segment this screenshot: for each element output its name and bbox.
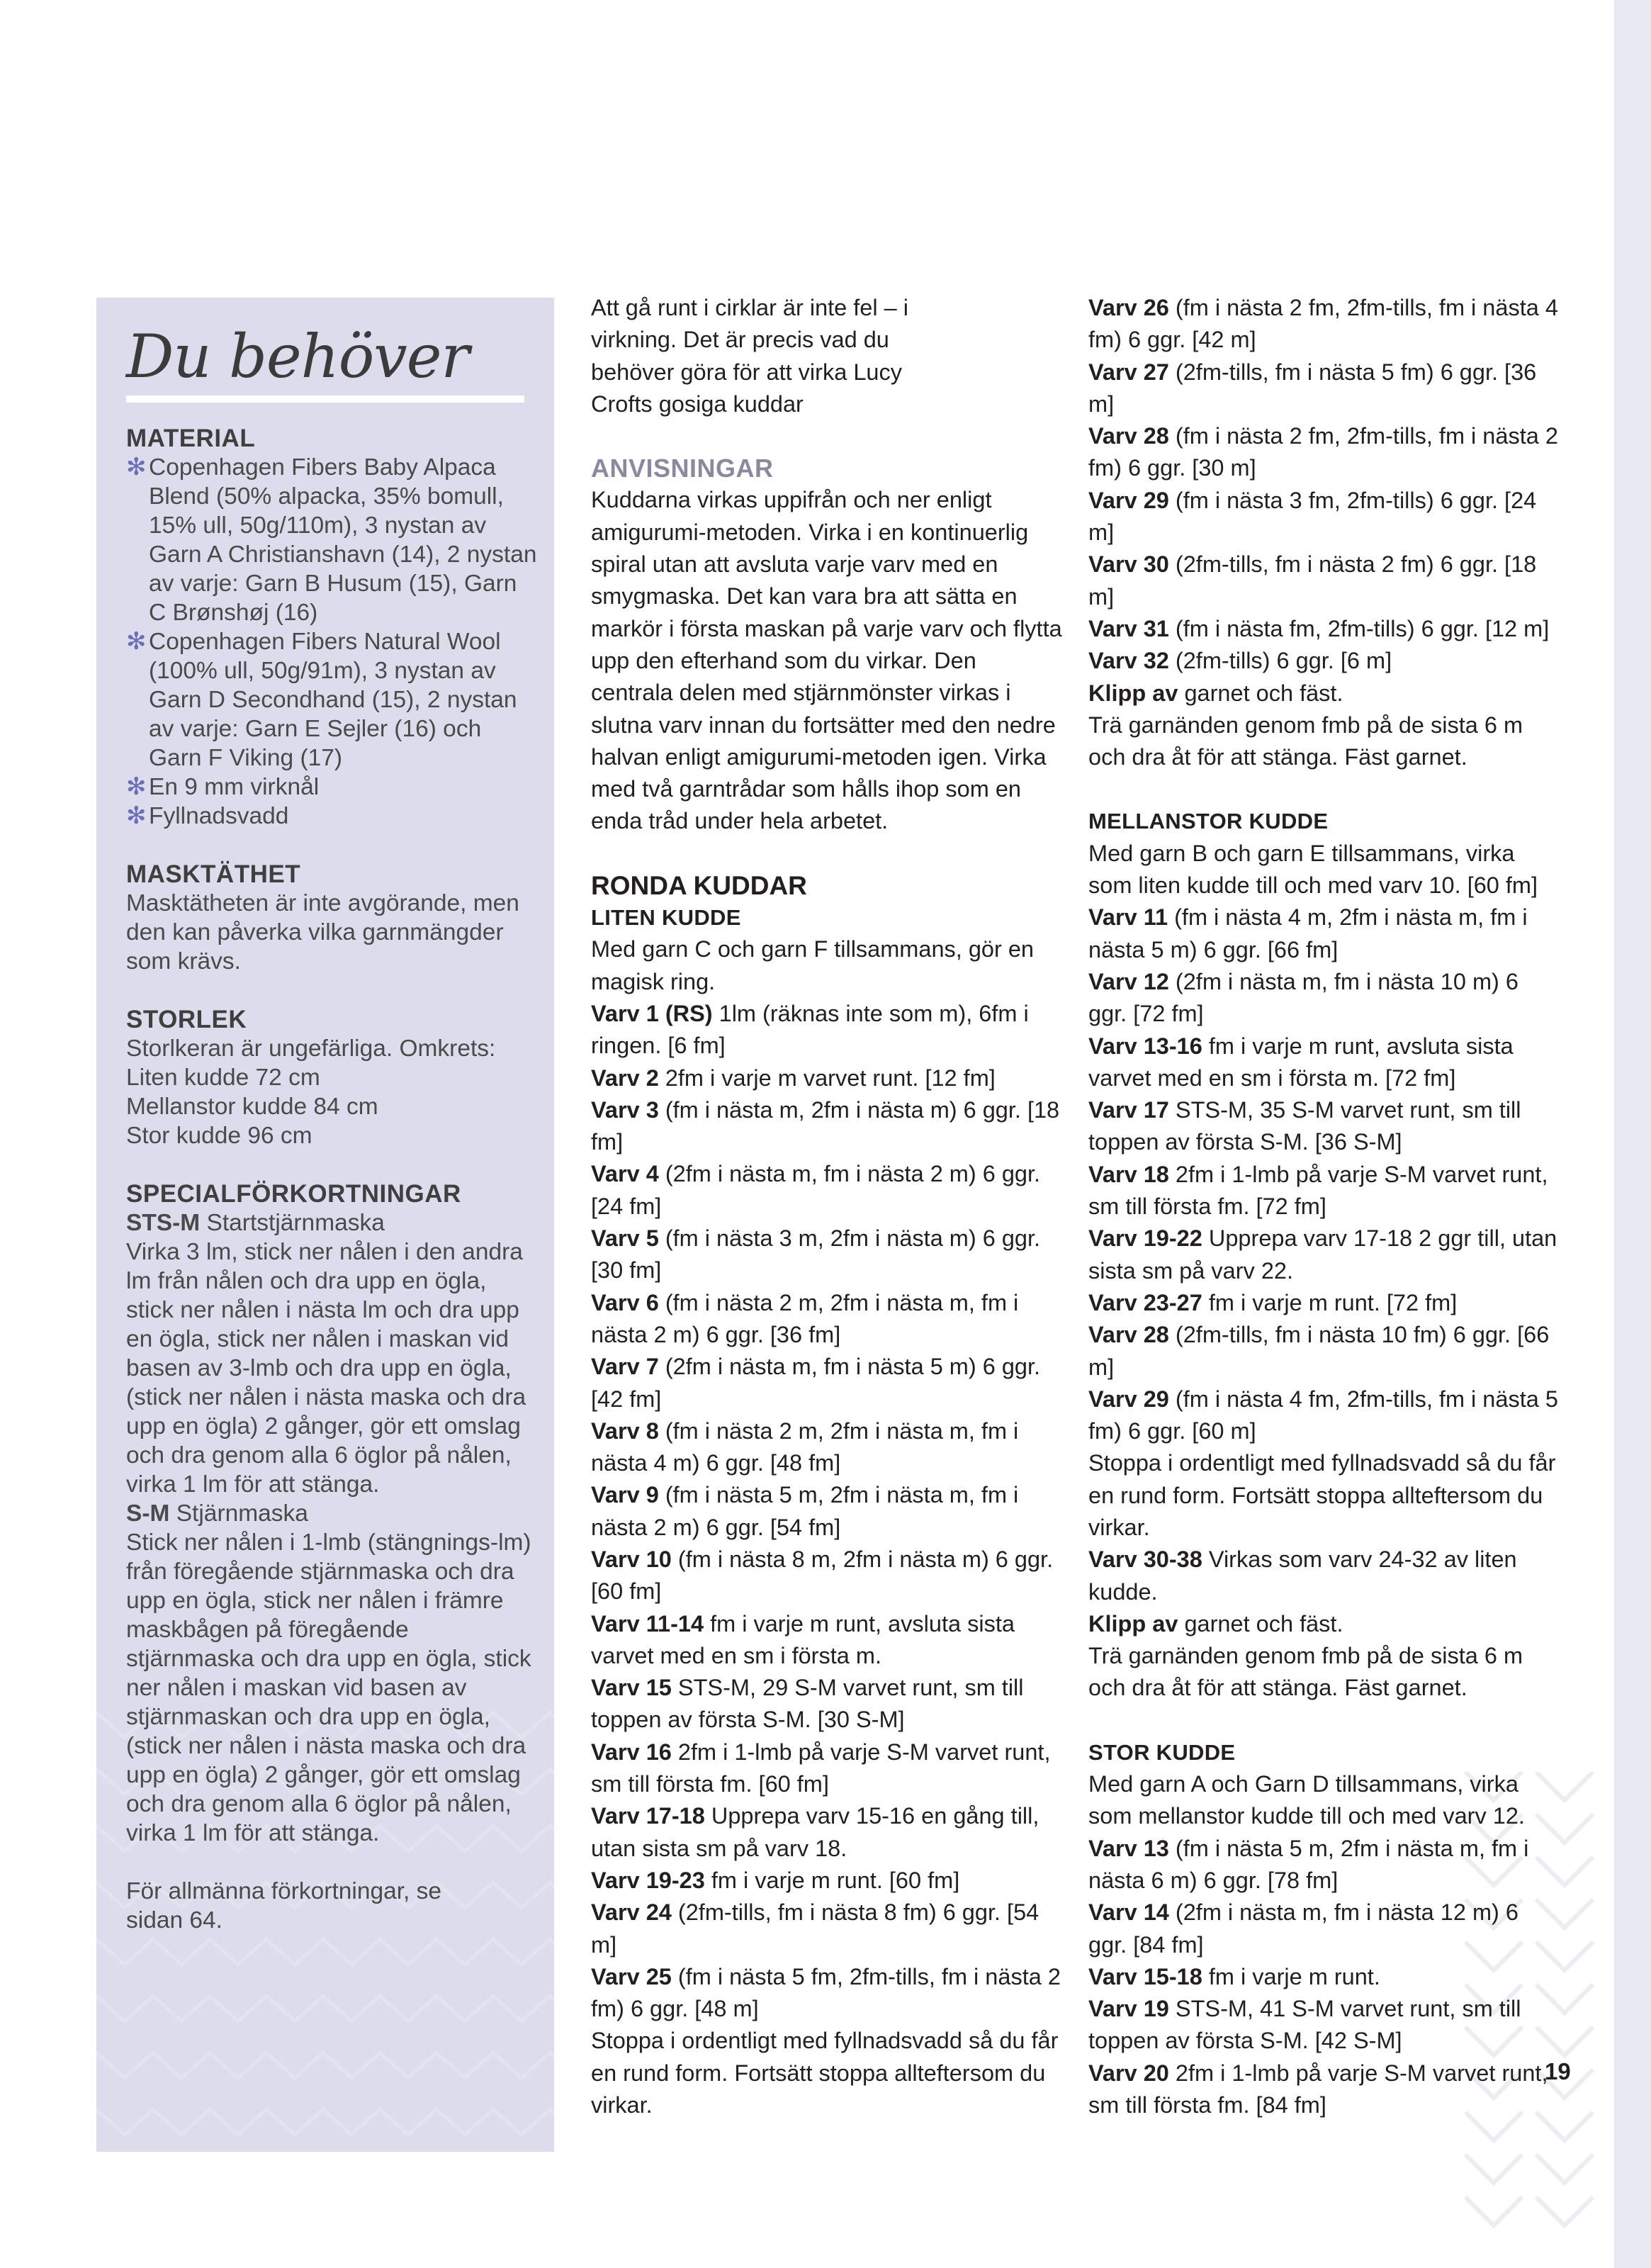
instruction-row [591, 1608, 1064, 1673]
row-label: Varv 7 [591, 1354, 659, 1380]
instruction-row [1088, 485, 1563, 549]
gauge-text: Masktätheten är inte avgörande, men den kan påverka vilka garnmängder som krävs. [126, 890, 519, 975]
row-text: (fm i nästa 5 fm, 2fm-tills, fm i nästa 2 fm) 6 ggr. [48 m] [591, 1963, 1061, 2022]
row-text: fm i varje m runt, avsluta sista varvet med en sm i första m. [591, 1610, 1015, 1668]
instruction-row [591, 1415, 1064, 1480]
row-label: Varv 19-22 [1088, 1225, 1202, 1252]
row-label: Varv 1 (RS) [591, 1000, 713, 1026]
asterisk-bullet-icon: ✻ [126, 628, 147, 655]
row-label: Varv 8 [591, 1418, 659, 1444]
row-text: 2fm i 1-lmb på varje S-M varvet runt, sm till första fm. [60 fm] [591, 1739, 1051, 1797]
instruction-row [1088, 2058, 1563, 2122]
row-text: fm i varje m runt. [1202, 1963, 1380, 1989]
row-text: 1lm (räknas inte som m), 6fm i ringen. [6 fm] [591, 1000, 1029, 1059]
instructions-heading: ANVISNINGAR [591, 454, 774, 483]
instruction-row [1088, 613, 1563, 645]
row-text: (fm i nästa m, 2fm i nästa m) 6 ggr. [18 fm] [591, 1096, 1060, 1155]
row-label: Varv 28 [1088, 423, 1169, 449]
row-label: Varv 23-27 [1088, 1289, 1202, 1315]
row-text: (2fm-tills, fm i nästa 10 fm) 6 ggr. [66 m] [1088, 1322, 1550, 1380]
size-line: Mellanstor kudde 84 cm [126, 1094, 378, 1120]
list-item: ✻ Copenhagen Fibers Baby Alpaca Blend (50% alpacka, 35% bomull, 15% ull, 50g/110m), 3 nystan av Garn A Christianshavn (14), 2 nystan av varje: Garn B Husum (15), Garn C Brønshøj (16) [126, 454, 537, 626]
instruction-row [1088, 1287, 1563, 1319]
instruction-row [591, 1897, 1064, 1961]
intro-text: Att gå runt i cirklar är inte fel – i virkning. Det är precis vad du behöver göra för att virka Lucy Crofts gosiga kuddar [591, 295, 908, 417]
row-label: Varv 6 [591, 1289, 659, 1315]
sts-definition-title: STS-M Startstjärnmaska [126, 1210, 385, 1236]
instruction-row [1088, 678, 1563, 709]
sidebar-body [126, 424, 539, 1935]
row-text: (fm i nästa 3 m, 2fm i nästa m) 6 ggr. [30 fm] [591, 1225, 1041, 1284]
row-text: (fm i nästa 2 fm, 2fm-tills, fm i nästa 4 fm) 6 ggr. [42 m] [1088, 295, 1558, 353]
size-line: Liten kudde 72 cm [126, 1065, 320, 1091]
asterisk-bullet-icon: ✻ [126, 454, 147, 481]
asterisk-bullet-icon: ✻ [126, 773, 147, 800]
instruction-row [1088, 1447, 1563, 1544]
row-label: Klipp av [1088, 680, 1178, 706]
row-text: (2fm-tills, fm i nästa 8 fm) 6 ggr. [54 m] [591, 1899, 1039, 1958]
row-text: STS-M, 29 S-M varvet runt, sm till toppen av första S-M. [30 S-M] [591, 1675, 1024, 1733]
row-text: Stoppa i ordentligt med fyllnadsvadd så du får en rund form. Fortsätt stoppa allteftersom du virkar. [591, 2028, 1059, 2118]
special-abbreviations-heading: SPECIALFÖRKORTNINGAR [126, 1180, 461, 1208]
row-text: (fm i nästa 5 m, 2fm i nästa m, fm i nästa 6 m) 6 ggr. [78 fm] [1088, 1835, 1529, 1893]
row-label: Varv 32 [1088, 648, 1169, 674]
row-label: Varv 25 [591, 1963, 672, 1989]
instruction-row [1088, 902, 1563, 966]
instruction-row [591, 2025, 1064, 2121]
instruction-row [1088, 1640, 1563, 1705]
medium-cushion-intro: Med garn B och garn E tillsammans, virka som liten kudde till och med varv 10. [60 fm] [1088, 840, 1538, 899]
row-label: Varv 15 [591, 1675, 672, 1701]
list-item: ✻ En 9 mm virknål [126, 773, 320, 800]
instruction-row [591, 1094, 1064, 1159]
instruction-row [1088, 1961, 1563, 1993]
materials-sidebar [96, 298, 554, 2152]
row-text: fm i varje m runt. [72 fm] [1202, 1289, 1458, 1315]
row-text: (2fm i nästa m, fm i nästa 12 m) 6 ggr. [84 fm] [1088, 1899, 1518, 1958]
row-text: fm i varje m runt. [60 fm] [704, 1867, 960, 1893]
row-text: (fm i nästa 5 m, 2fm i nästa m, fm i nästa 2 m) 6 ggr. [54 fm] [591, 1482, 1019, 1540]
row-label: Varv 18 [1088, 1161, 1169, 1187]
row-text: (2fm-tills) 6 ggr. [6 m] [1168, 648, 1392, 674]
row-text: (fm i nästa 8 m, 2fm i nästa m) 6 ggr. [60 fm] [591, 1546, 1054, 1605]
gauge-heading: MASKTÄTHET [126, 860, 301, 888]
row-text: garnet och fäst. [1178, 1610, 1343, 1637]
asterisk-bullet-icon: ✻ [126, 802, 147, 829]
instruction-row [1088, 1544, 1563, 1608]
instruction-row [591, 1287, 1064, 1352]
instructions-text: Kuddarna virkas uppifrån och ner enligt amigurumi-metoden. Virka i en kontinuerlig spiral utan att avsluta varje varv med en smygmaska. Det kan vara bra att sätta en markör i första maskan på varje varv och flytta upp den efterhand som du virkar. Den centrala delen med stjärnmönster virkas i slutna varv innan du fortsätter med den nedre halvan enligt amigurumi-metoden igen. Virka med två garntrådar som hålls ihop som en enda tråd under hela arbetet. [591, 487, 1062, 834]
instruction-row [1088, 1319, 1563, 1383]
instruction-row [591, 1351, 1064, 1415]
instruction-row [1088, 1159, 1563, 1223]
large-cushion-rows [1088, 1833, 1563, 2122]
row-text: (fm i nästa 2 m, 2fm i nästa m, fm i nästa 2 m) 6 ggr. [36 fm] [591, 1289, 1019, 1347]
instruction-row [1088, 1897, 1563, 1961]
instruction-row [591, 1672, 1064, 1736]
row-label: Varv 16 [591, 1739, 672, 1765]
row-text: (fm i nästa 4 m, 2fm i nästa m, fm i nästa 5 m) 6 ggr. [66 fm] [1088, 904, 1528, 962]
row-text: (2fm i nästa m, fm i nästa 10 m) 6 ggr. [72 fm] [1088, 968, 1518, 1027]
row-label: Varv 29 [1088, 487, 1169, 513]
instruction-row [1088, 1094, 1563, 1159]
material-list [126, 453, 539, 831]
abbreviations-note: För allmänna förkortningar, se sidan 64. [126, 1878, 442, 1933]
row-label: Varv 2 [591, 1065, 659, 1091]
small-cushion-heading: LITEN KUDDE [591, 905, 741, 931]
row-label: Varv 11-14 [591, 1610, 704, 1637]
row-text: 2fm i 1-lmb på varje S-M varvet runt, sm till första fm. [72 fm] [1088, 1161, 1548, 1220]
row-text: (fm i nästa 3 fm, 2fm-tills) 6 ggr. [24 m] [1088, 487, 1537, 546]
title-divider [126, 395, 524, 403]
column-2 [591, 292, 1064, 2121]
row-text: Upprepa varv 17-18 2 ggr till, utan sista sm på varv 22. [1088, 1225, 1557, 1284]
instruction-row [1088, 966, 1563, 1031]
row-label: Varv 15-18 [1088, 1963, 1202, 1989]
small-cushion-intro: Med garn C och garn F tillsammans, gör en magisk ring. [591, 936, 1034, 994]
large-cushion-heading: STOR KUDDE [1088, 1739, 1236, 1765]
row-label: Varv 19-23 [591, 1867, 705, 1893]
material-heading: MATERIAL [126, 425, 256, 452]
column-3 [1088, 292, 1563, 2121]
row-label: Varv 13-16 [1088, 1033, 1202, 1059]
instruction-row [1088, 1223, 1563, 1287]
instruction-row [591, 1479, 1064, 1544]
row-text: Trä garnänden genom fmb på de sista 6 m och dra åt för att stänga. Fäst garnet. [1088, 712, 1523, 770]
page-edge-strip [1614, 0, 1651, 2268]
size-line: Stor kudde 96 cm [126, 1123, 312, 1149]
row-label: Varv 20 [1088, 2060, 1169, 2086]
row-text: Virkas som varv 24-32 av liten kudde. [1088, 1546, 1517, 1605]
instruction-row [1088, 292, 1563, 357]
row-text: (fm i nästa fm, 2fm-tills) 6 ggr. [12 m] [1168, 615, 1550, 641]
medium-cushion-rows [1088, 902, 1563, 1704]
instruction-row [1088, 549, 1563, 613]
instruction-row [591, 1800, 1064, 1865]
sm-definition-title: S-M Stjärnmaska [126, 1500, 308, 1527]
sts-definition-text: Virka 3 lm, stick ner nålen i den andra lm från nålen och dra upp en ögla, stick ner nålen i nästa lm och dra upp en ögla, stick ner nålen i maskan vid basen av 3-lmb och dra upp en ögla, (stick ner nålen i nästa maska och dra upp en ögla) 2 gånger, gör ett omslag och dra genom alla 6 öglor på nålen, virka 1 lm för att stänga. [126, 1239, 526, 1498]
row-text: (2fm i nästa m, fm i nästa 2 m) 6 ggr. [24 fm] [591, 1161, 1041, 1219]
row-text: STS-M, 41 S-M varvet runt, sm till toppen av första S-M. [42 S-M] [1088, 1996, 1521, 2054]
list-item: ✻ Fyllnadsvadd [126, 802, 289, 829]
instruction-row [591, 1062, 1064, 1094]
row-text: 2fm i 1-lmb på varje S-M varvet runt, sm till första fm. [84 fm] [1088, 2060, 1548, 2118]
instruction-row [591, 1865, 1064, 1897]
instruction-row [1088, 709, 1563, 774]
row-text: (fm i nästa 4 fm, 2fm-tills, fm i nästa 5 fm) 6 ggr. [60 m] [1088, 1386, 1558, 1444]
row-label: Varv 28 [1088, 1322, 1169, 1348]
row-label: Varv 10 [591, 1546, 672, 1572]
row-label: Varv 5 [591, 1225, 659, 1252]
row-label: Varv 30-38 [1088, 1546, 1202, 1573]
row-label: Klipp av [1088, 1610, 1178, 1637]
small-cushion-rows [591, 998, 1064, 2121]
sidebar-title: Du behöver [126, 322, 469, 391]
sm-definition-text: Stick ner nålen i 1-lmb (stängnings-lm) från föregående stjärnmaska och dra upp en ögla, stick ner nålen i främre maskbågen på föregående stjärnmaska och dra upp en ögla, stick ner nålen i maskan vid basen av stjärnmaskan och dra upp en ögla, (stick ner nålen i nästa maska och dra upp en ögla) 2 gånger, gör ett omslag och dra genom alla 6 öglor på nålen, virka 1 lm för att stänga. [126, 1529, 531, 1846]
list-item: ✻ Copenhagen Fibers Natural Wool (100% ull, 50g/91m), 3 nystan av Garn D Secondhand (15), 2 nystan av varje: Garn E Sejler (16) och Garn F Viking (17) [126, 628, 517, 771]
instruction-row [1088, 420, 1563, 485]
row-label: Varv 13 [1088, 1835, 1169, 1861]
row-label: Varv 31 [1088, 615, 1169, 641]
instruction-row [1088, 1383, 1563, 1448]
round-cushions-heading: RONDA KUDDAR [591, 870, 807, 900]
size-line: Storlkeran är ungefärliga. Omkrets: [126, 1035, 496, 1062]
size-heading: STORLEK [126, 1006, 247, 1033]
instruction-row [1088, 357, 1563, 421]
row-text: Upprepa varv 15-16 en gång till, utan sista sm på varv 18. [591, 1803, 1039, 1861]
instruction-row [591, 1736, 1064, 1801]
instruction-row [591, 1544, 1064, 1608]
row-label: Varv 12 [1088, 968, 1169, 994]
row-label: Varv 4 [591, 1161, 659, 1187]
page-number: 19 [1545, 2058, 1571, 2084]
row-text: Stoppa i ordentligt med fyllnadsvadd så du får en rund form. Fortsätt stoppa allteftersom du virkar. [1088, 1450, 1556, 1540]
row-label: Varv 9 [591, 1482, 659, 1508]
instruction-row [1088, 1031, 1563, 1095]
row-label: Varv 24 [591, 1899, 672, 1926]
instruction-row [591, 1158, 1064, 1223]
row-text: 2fm i varje m varvet runt. [12 fm] [658, 1065, 996, 1091]
row-label: Varv 29 [1088, 1386, 1169, 1412]
row-text: (fm i nästa 2 fm, 2fm-tills, fm i nästa 2 fm) 6 ggr. [30 m] [1088, 423, 1558, 481]
row-label: Varv 17 [1088, 1097, 1169, 1123]
medium-cushion-heading: MELLANSTOR KUDDE [1088, 809, 1329, 834]
row-text: garnet och fäst. [1178, 680, 1343, 706]
row-label: Varv 14 [1088, 1899, 1169, 1926]
instruction-row [1088, 1608, 1563, 1640]
row-label: Varv 17-18 [591, 1803, 705, 1829]
row-text: (fm i nästa 2 m, 2fm i nästa m, fm i nästa 4 m) 6 ggr. [48 fm] [591, 1418, 1019, 1476]
row-text: fm i varje m runt, avsluta sista varvet med en sm i första m. [72 fm] [1088, 1033, 1514, 1091]
row-label: Varv 27 [1088, 359, 1169, 385]
row-text: STS-M, 35 S-M varvet runt, sm till toppen av första S-M. [36 S-M] [1088, 1097, 1521, 1155]
instruction-row [591, 1961, 1064, 2026]
instruction-row [1088, 1833, 1563, 1897]
small-cushion-rows-continued [1088, 292, 1563, 773]
row-label: Varv 26 [1088, 295, 1169, 320]
instruction-row [591, 1223, 1064, 1287]
row-text: (2fm-tills, fm i nästa 5 fm) 6 ggr. [36 m] [1088, 359, 1537, 417]
instruction-row [591, 998, 1064, 1062]
row-text: (2fm i nästa m, fm i nästa 5 m) 6 ggr. [42 fm] [591, 1354, 1041, 1412]
row-label: Varv 19 [1088, 1996, 1169, 2022]
instruction-row [1088, 1993, 1563, 2058]
row-label: Varv 3 [591, 1096, 659, 1123]
row-text: Trä garnänden genom fmb på de sista 6 m och dra åt för att stänga. Fäst garnet. [1088, 1643, 1523, 1701]
instruction-row [1088, 645, 1563, 677]
large-cushion-intro: Med garn A och Garn D tillsammans, virka som mellanstor kudde till och med varv 12. [1088, 1771, 1525, 1829]
row-label: Varv 11 [1088, 904, 1168, 931]
row-text: (2fm-tills, fm i nästa 2 fm) 6 ggr. [18 m] [1088, 551, 1537, 610]
row-label: Varv 30 [1088, 551, 1169, 578]
